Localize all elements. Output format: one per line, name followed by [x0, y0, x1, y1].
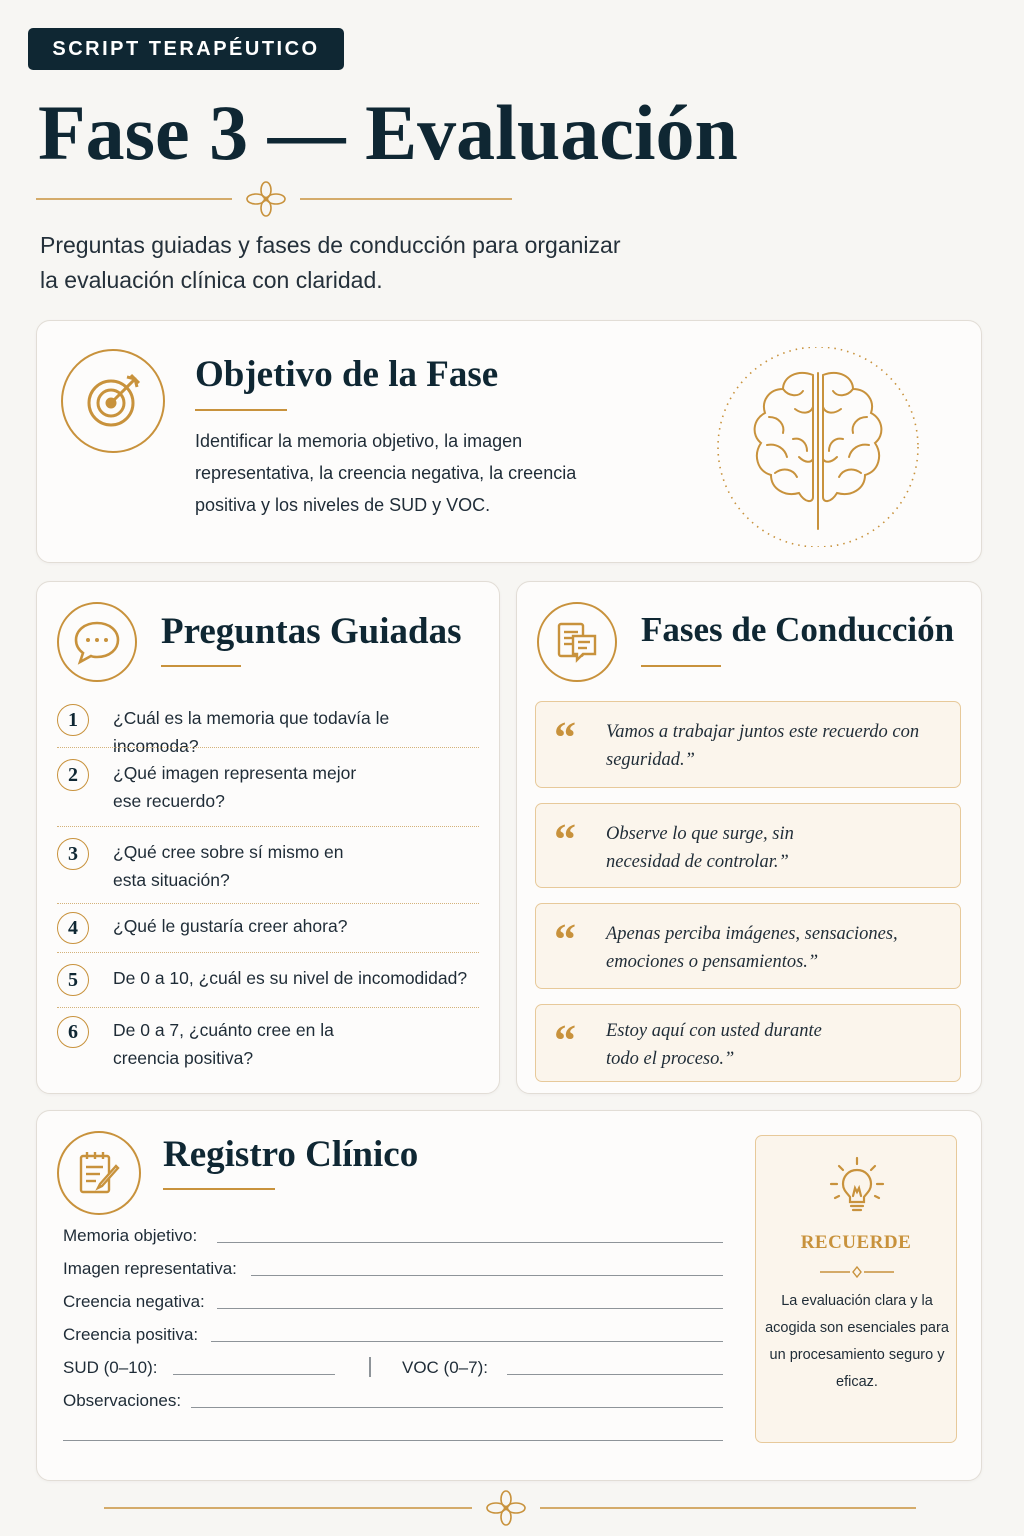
question-number: 5: [57, 964, 89, 996]
question-number: 1: [57, 704, 89, 736]
question-separator: [57, 1007, 479, 1008]
sud-voc-divider: [369, 1357, 371, 1377]
record-title-rule: [163, 1188, 275, 1190]
question-text: ¿Cuál es la memoria que todavía le incomoda?: [113, 708, 390, 756]
document-chat-icon: [537, 602, 617, 682]
imagen-label: Imagen representativa:: [63, 1259, 237, 1278]
question-text: De 0 a 10, ¿cuál es su nivel de incomodidad?: [113, 968, 468, 988]
question-separator: [57, 952, 479, 953]
question-text: ¿Qué imagen representa mejor ese recuerdo?: [113, 763, 357, 811]
questions-card: [36, 581, 500, 1094]
remember-box: [755, 1135, 957, 1443]
quote-mark-icon: “: [554, 1016, 576, 1065]
voc-field[interactable]: [507, 1374, 723, 1375]
sud-field[interactable]: [173, 1374, 335, 1375]
question-item: [57, 838, 479, 894]
observaciones-field-extra[interactable]: [63, 1440, 723, 1441]
quote-card: [535, 1004, 961, 1082]
target-icon: [61, 349, 165, 453]
question-text: ¿Qué le gustaría creer ahora?: [113, 916, 348, 936]
remember-divider: [820, 1266, 894, 1278]
record-card: [36, 1110, 982, 1481]
positiva-label: Creencia positiva:: [63, 1325, 199, 1344]
question-number: 4: [57, 912, 89, 944]
question-item: [57, 704, 479, 760]
quote-text: Vamos a trabajar juntos este recuerdo con seguridad.”: [606, 722, 920, 770]
objective-card: [36, 320, 982, 563]
sud-label: SUD (0–10):: [63, 1358, 158, 1377]
memoria-label: Memoria objetivo:: [63, 1226, 198, 1245]
page-subtitle: Preguntas guiadas y fases de conducción para organizar la evaluación clínica con claridad.: [40, 232, 621, 293]
conduction-card: [516, 581, 982, 1094]
page-title: Fase 3 — Evaluación: [38, 89, 738, 176]
conduction-title: Fases de Conducción: [641, 610, 955, 649]
quote-text: Apenas perciba imágenes, sensaciones, emociones o pensamientos.”: [606, 924, 898, 972]
negativa-field[interactable]: [217, 1308, 723, 1309]
notepad-pencil-icon: [57, 1131, 141, 1215]
negativa-label: Creencia negativa:: [63, 1292, 205, 1311]
questions-title-rule: [161, 665, 241, 667]
questions-title: Preguntas Guiadas: [161, 611, 462, 652]
question-text: De 0 a 7, ¿cuánto cree en la creencia positiva?: [113, 1020, 334, 1068]
question-item: [57, 759, 479, 815]
header-ornament: [36, 180, 516, 220]
brain-icon: [713, 347, 923, 547]
observaciones-field[interactable]: [191, 1407, 723, 1408]
lightbulb-icon: [825, 1156, 889, 1218]
quote-card: [535, 701, 961, 788]
quote-text: Estoy aquí con usted durante todo el proceso.”: [606, 1021, 822, 1069]
voc-label: VOC (0–7):: [402, 1358, 488, 1377]
quote-card: [535, 803, 961, 888]
question-number: 2: [57, 759, 89, 791]
quote-mark-icon: “: [554, 915, 576, 964]
remember-title: RECUERDE: [800, 1232, 912, 1253]
question-separator: [57, 903, 479, 904]
question-item: [57, 964, 479, 996]
speech-bubble-icon: [57, 602, 137, 682]
question-item: [57, 1016, 479, 1072]
remember-text: La evaluación clara y la acogida son esenciales para un procesamiento seguro y eficaz.: [765, 1293, 949, 1390]
record-title: Registro Clínico: [163, 1134, 419, 1175]
question-separator: [57, 747, 479, 748]
question-text: ¿Qué cree sobre sí mismo en esta situación?: [113, 842, 344, 890]
imagen-field[interactable]: [251, 1275, 723, 1276]
objective-text: Identificar la memoria objetivo, la imagen representativa, la creencia negativa, la creencia positiva y los niveles de SUD y VOC.: [195, 431, 577, 515]
question-number: 6: [57, 1016, 89, 1048]
question-separator: [57, 826, 479, 827]
objective-title: Objetivo de la Fase: [195, 354, 499, 395]
quote-text: Observe lo que surge, sin necesidad de controlar.”: [606, 824, 794, 872]
memoria-field[interactable]: [217, 1242, 723, 1243]
positiva-field[interactable]: [211, 1341, 723, 1342]
objective-title-rule: [195, 409, 287, 411]
question-item: [57, 912, 479, 944]
script-tag: SCRIPT TERAPÉUTICO: [28, 28, 344, 70]
question-number: 3: [57, 838, 89, 870]
observaciones-label: Observaciones:: [63, 1391, 182, 1410]
footer-ornament: [104, 1490, 916, 1530]
quote-mark-icon: “: [554, 815, 576, 864]
quote-card: [535, 903, 961, 989]
quote-mark-icon: “: [554, 713, 576, 762]
conduction-title-rule: [641, 665, 721, 667]
